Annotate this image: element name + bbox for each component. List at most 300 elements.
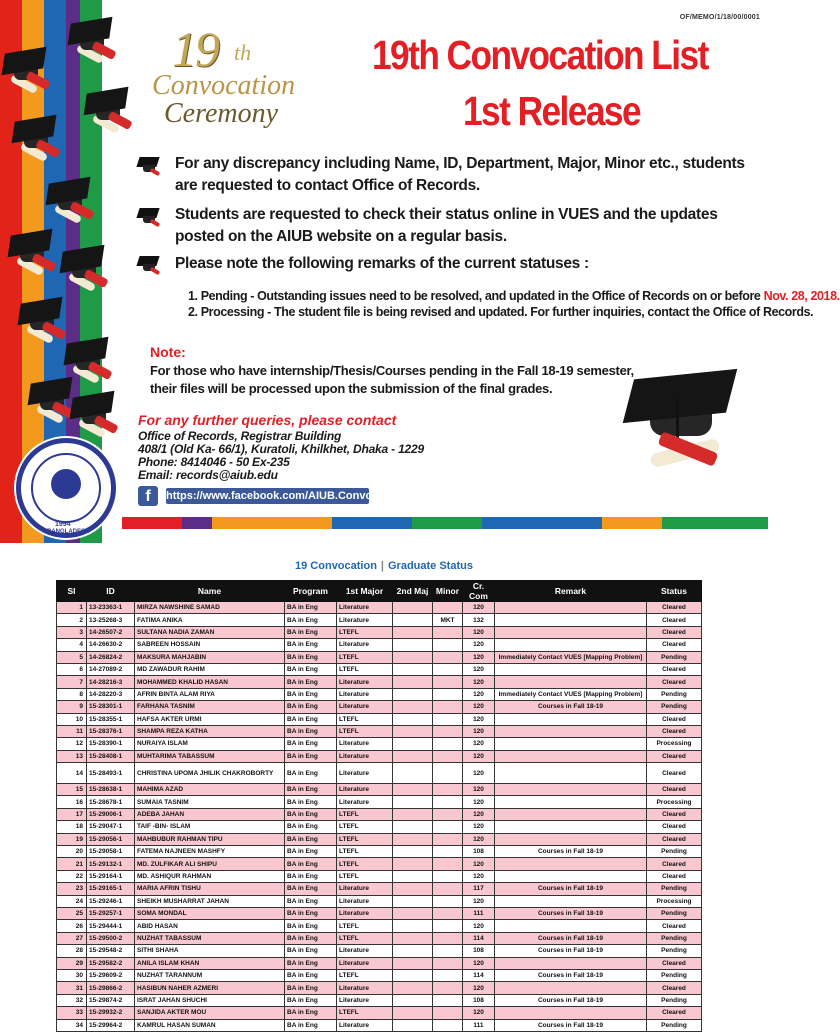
cell-major1: LTEFL [337,833,393,845]
contact-heading: For any further queries, please contact [138,412,397,428]
table-row [57,688,702,700]
cell-major1: Literature [337,676,393,688]
cell-name: CHRISTINA UPOMA JHILIK CHAKROBORTY [135,763,285,784]
cell-remark [495,614,647,626]
cell-remark: Courses in Fall 18-19 [495,969,647,981]
table-row [57,957,702,969]
cell-name: ADEBA JAHAN [135,808,285,820]
cell-id: 14-26824-2 [87,651,135,663]
cell-remark: Courses in Fall 18-19 [495,846,647,858]
contact-email[interactable]: Email: records@aiub.edu [138,468,278,482]
cell-remark: Courses in Fall 18-19 [495,907,647,919]
cell-status: Cleared [647,982,702,994]
cell-status: Cleared [647,676,702,688]
cell-minor [433,870,463,882]
table-row [57,858,702,870]
cell-name: NUZHAT TABASSUM [135,932,285,944]
cell-program: BA in Eng [285,907,337,919]
cell-status: Cleared [647,808,702,820]
cell-program: BA in Eng [285,663,337,675]
cell-program: BA in Eng [285,688,337,700]
graduation-cap-diploma-icon [628,368,738,478]
table-row [57,738,702,750]
header-sl: Sl [57,581,87,602]
cell-credits: 120 [463,858,495,870]
cell-remark [495,738,647,750]
cell-name: ISRAT JAHAN SHUCHI [135,994,285,1006]
cell-major1: LTEFL [337,808,393,820]
cell-major2 [393,663,433,675]
table-header-row [57,581,702,602]
cell-minor [433,945,463,957]
cell-credits: 120 [463,808,495,820]
cell-remark [495,858,647,870]
cell-minor [433,858,463,870]
cell-credits: 120 [463,895,495,907]
cell-id: 13-25268-3 [87,614,135,626]
cell-minor [433,1007,463,1019]
cell-sl: 7 [57,676,87,688]
cell-remark [495,663,647,675]
cell-remark [495,895,647,907]
cell-credits: 111 [463,907,495,919]
cell-program: BA in Eng [285,1007,337,1019]
cell-sl: 27 [57,932,87,944]
cell-minor [433,883,463,895]
ceremony-suffix: th [234,40,252,65]
cell-minor [433,725,463,737]
cell-remark [495,920,647,932]
cell-sl: 34 [57,1019,87,1031]
table-row [57,713,702,725]
cell-status: Cleared [647,626,702,638]
cell-status: Cleared [647,750,702,762]
cell-remark [495,750,647,762]
cell-major1: Literature [337,763,393,784]
cell-credits: 108 [463,945,495,957]
cell-minor [433,907,463,919]
cell-major2 [393,883,433,895]
cell-remark [495,796,647,808]
cell-sl: 13 [57,750,87,762]
cell-name: ABID HASAN [135,920,285,932]
cell-id: 14-27089-2 [87,663,135,675]
cell-status: Cleared [647,725,702,737]
cell-id: 15-28408-1 [87,750,135,762]
table-row [57,663,702,675]
cell-status: Processing [647,796,702,808]
remark-processing: 2. Processing - The student file is being revised and updated. For further inquiries, contact the Office of Records. [188,305,814,319]
cell-remark [495,676,647,688]
cell-program: BA in Eng [285,808,337,820]
cell-id: 15-29500-2 [87,932,135,944]
cell-name: SABREEN HOSSAIN [135,639,285,651]
table-row [57,676,702,688]
cell-status: Pending [647,883,702,895]
cell-credits: 120 [463,920,495,932]
cell-id: 15-28376-1 [87,725,135,737]
cell-status: Cleared [647,957,702,969]
cell-id: 15-29444-1 [87,920,135,932]
cell-major2 [393,821,433,833]
cell-name: SOMA MONDAL [135,907,285,919]
cell-sl: 19 [57,833,87,845]
cell-major2 [393,833,433,845]
cell-major2 [393,602,433,614]
cell-major2 [393,738,433,750]
cell-program: BA in Eng [285,945,337,957]
table-row [57,846,702,858]
cell-status: Pending [647,651,702,663]
cell-program: BA in Eng [285,821,337,833]
cell-sl: 33 [57,1007,87,1019]
cell-sl: 16 [57,796,87,808]
table-row [57,932,702,944]
facebook-icon[interactable]: f [138,486,158,506]
header-remark: Remark [495,581,647,602]
cell-status: Pending [647,688,702,700]
cell-program: BA in Eng [285,639,337,651]
cell-status: Cleared [647,821,702,833]
header-major2: 2nd Maj [393,581,433,602]
cell-id: 15-28301-1 [87,701,135,713]
cell-sl: 24 [57,895,87,907]
cell-sl: 8 [57,688,87,700]
header-name: Name [135,581,285,602]
cell-major2 [393,957,433,969]
cell-status: Cleared [647,663,702,675]
cell-program: BA in Eng [285,920,337,932]
cell-program: BA in Eng [285,614,337,626]
cell-major2 [393,676,433,688]
cell-name: MIRZA NAWSHINE SAMAD [135,602,285,614]
cell-id: 15-28493-1 [87,763,135,784]
cell-name: MOHAMMED KHALID HASAN [135,676,285,688]
header-id: ID [87,581,135,602]
cell-id: 15-29548-2 [87,945,135,957]
cell-name: ANILA ISLAM KHAN [135,957,285,969]
cell-remark [495,957,647,969]
cell-id: 14-26630-2 [87,639,135,651]
cell-credits: 108 [463,994,495,1006]
cell-minor [433,821,463,833]
cell-remark: Courses in Fall 18-19 [495,945,647,957]
table-row [57,763,702,784]
note-heading: Note: [150,344,186,360]
cell-minor [433,713,463,725]
cell-major1: Literature [337,1019,393,1031]
cell-credits: 120 [463,821,495,833]
cell-status: Cleared [647,614,702,626]
cell-major2 [393,1007,433,1019]
cell-status: Pending [647,907,702,919]
cell-sl: 2 [57,614,87,626]
header-status: Status [647,581,702,602]
cell-program: BA in Eng [285,725,337,737]
cell-credits: 120 [463,763,495,784]
remark-pending: 1. Pending - Outstanding issues need to be resolved, and updated in the Office of Records on or before Nov. 28, 2018. [188,289,840,303]
cell-name: MD. ZULFIKAR ALI SHIPU [135,858,285,870]
seal-country: BANGLADESH [47,529,90,535]
cell-major2 [393,932,433,944]
cell-id: 14-28220-3 [87,688,135,700]
cell-credits: 120 [463,713,495,725]
cell-major1: Literature [337,907,393,919]
cell-minor [433,763,463,784]
cell-remark [495,833,647,845]
cell-credits: 108 [463,846,495,858]
cell-program: BA in Eng [285,895,337,907]
cell-program: BA in Eng [285,957,337,969]
cell-minor [433,895,463,907]
cell-minor [433,602,463,614]
cell-major2 [393,713,433,725]
cell-minor [433,626,463,638]
cell-remark [495,602,647,614]
contact-address: 408/1 (Old Ka- 66/1), Kuratoli, Khilkhet, Dhaka - 1229 [138,442,424,456]
cell-major1: Literature [337,994,393,1006]
cell-status: Pending [647,945,702,957]
cell-name: SANJIDA AKTER MOU [135,1007,285,1019]
cell-credits: 114 [463,969,495,981]
cell-status: Processing [647,895,702,907]
cell-credits: 114 [463,932,495,944]
cell-minor [433,784,463,796]
cell-remark [495,713,647,725]
page-title: 19th Convocation List [372,32,708,78]
cell-major1: Literature [337,738,393,750]
cell-sl: 20 [57,846,87,858]
table-row [57,1019,702,1031]
cell-name: SUMAIA TASNIM [135,796,285,808]
table-row [57,626,702,638]
cell-sl: 32 [57,994,87,1006]
cell-major1: Literature [337,895,393,907]
cell-sl: 14 [57,763,87,784]
cell-name: FATIMA ANIKA [135,614,285,626]
table-row [57,945,702,957]
cell-id: 15-29047-1 [87,821,135,833]
cell-id: 15-29058-1 [87,846,135,858]
cell-status: Cleared [647,763,702,784]
cell-credits: 120 [463,626,495,638]
cell-program: BA in Eng [285,626,337,638]
cell-id: 14-28216-3 [87,676,135,688]
cell-sl: 3 [57,626,87,638]
table-row [57,796,702,808]
ceremony-word: Ceremony [164,98,279,129]
cell-sl: 31 [57,982,87,994]
cell-minor [433,639,463,651]
cell-credits: 120 [463,833,495,845]
cell-id: 15-29257-1 [87,907,135,919]
color-bar-decoration [122,517,768,529]
cell-credits: 120 [463,738,495,750]
cell-credits: 111 [463,1019,495,1031]
cell-status: Cleared [647,784,702,796]
seal-year: 1994 [55,521,71,528]
table-row [57,701,702,713]
cell-credits: 120 [463,676,495,688]
cell-minor [433,846,463,858]
cell-id: 15-29964-2 [87,1019,135,1031]
cell-sl: 15 [57,784,87,796]
cell-id: 15-28678-1 [87,796,135,808]
cell-remark [495,870,647,882]
cell-status: Pending [647,1019,702,1031]
cell-status: Pending [647,969,702,981]
cell-credits: 120 [463,639,495,651]
cell-program: BA in Eng [285,932,337,944]
cap-bullet-icon [138,208,160,228]
cell-major1: Literature [337,701,393,713]
cell-remark [495,982,647,994]
notice-discrepancy: For any discrepancy including Name, ID, Department, Major, Minor etc., students are requested to contact Office of Records. [175,155,745,194]
cell-major2 [393,982,433,994]
notice-remarks-intro: Please note the following remarks of the current statuses : [175,255,589,272]
cell-credits: 120 [463,957,495,969]
cell-id: 15-29056-1 [87,833,135,845]
cell-minor [433,957,463,969]
cell-status: Processing [647,738,702,750]
cell-credits: 120 [463,784,495,796]
cell-major2 [393,907,433,919]
cell-major1: LTEFL [337,821,393,833]
cell-program: BA in Eng [285,713,337,725]
cell-id: 15-29006-1 [87,808,135,820]
pending-deadline: Nov. 28, 2018. [763,289,840,303]
cell-credits: 120 [463,651,495,663]
cell-name: MAHBUBUR RAHMAN TIPU [135,833,285,845]
cell-major1: LTEFL [337,846,393,858]
cell-sl: 18 [57,821,87,833]
cell-major1: Literature [337,883,393,895]
cell-id: 15-29164-1 [87,870,135,882]
table-row [57,833,702,845]
cell-sl: 12 [57,738,87,750]
cell-sl: 17 [57,808,87,820]
header-major1: 1st Major [337,581,393,602]
facebook-link[interactable]: https://www.facebook.com/AIUB.Convo [166,490,373,502]
cell-program: BA in Eng [285,858,337,870]
table-row [57,895,702,907]
table-row [57,808,702,820]
cell-credits: 120 [463,796,495,808]
header-program: Program [285,581,337,602]
cell-minor [433,994,463,1006]
cell-minor [433,833,463,845]
cell-minor [433,701,463,713]
cell-sl: 30 [57,969,87,981]
cell-major1: LTEFL [337,1007,393,1019]
cell-name: MARIA AFRIN TISHU [135,883,285,895]
cell-remark [495,808,647,820]
ceremony-number: 19 [172,21,218,77]
cell-name: NURAIYA ISLAM [135,738,285,750]
cell-program: BA in Eng [285,833,337,845]
cell-sl: 21 [57,858,87,870]
cell-credits: 120 [463,602,495,614]
cell-name: HASIBUN NAHER AZMERI [135,982,285,994]
cell-remark [495,784,647,796]
cell-remark: Immediately Contact VUES [Mapping Problem] [495,688,647,700]
cell-major2 [393,808,433,820]
cell-major2 [393,763,433,784]
cell-id: 15-29874-2 [87,994,135,1006]
cap-bullet-icon [138,256,160,276]
cell-remark [495,821,647,833]
cell-minor [433,796,463,808]
table-row [57,883,702,895]
cell-status: Pending [647,701,702,713]
cell-major2 [393,945,433,957]
cell-sl: 6 [57,663,87,675]
cell-remark: Courses in Fall 18-19 [495,1019,647,1031]
cell-id: 15-28390-1 [87,738,135,750]
cell-major1: Literature [337,750,393,762]
cell-name: TAIF -BIN- ISLAM [135,821,285,833]
cell-status: Pending [647,932,702,944]
note-line: their files will be processed upon the submission of the final grades. [150,381,553,396]
cell-minor [433,932,463,944]
cell-program: BA in Eng [285,883,337,895]
cell-credits: 120 [463,663,495,675]
cell-program: BA in Eng [285,676,337,688]
cell-name: FATEMA NAJNEEN MASHFY [135,846,285,858]
cell-sl: 28 [57,945,87,957]
table-row [57,602,702,614]
cell-minor [433,920,463,932]
cell-minor [433,750,463,762]
cell-credits: 120 [463,982,495,994]
cell-credits: 120 [463,750,495,762]
header-credits: Cr. Com [463,581,495,602]
cell-status: Cleared [647,858,702,870]
cell-minor [433,676,463,688]
page-subtitle: 1st Release [463,88,641,134]
table-row [57,994,702,1006]
table-title: 19 Convocation | Graduate Status [295,560,473,572]
cell-name: FARHANA TASNIM [135,701,285,713]
header-minor: Minor [433,581,463,602]
cell-status: Cleared [647,602,702,614]
cell-id: 15-29246-1 [87,895,135,907]
table-row [57,969,702,981]
cell-major2 [393,870,433,882]
table-body [57,602,702,1032]
cell-credits: 120 [463,870,495,882]
cell-minor [433,663,463,675]
cell-name: AFRIN BINTA ALAM RIYA [135,688,285,700]
cell-program: BA in Eng [285,750,337,762]
cell-major2 [393,920,433,932]
cell-major2 [393,846,433,858]
cell-name: HAFSA AKTER URMI [135,713,285,725]
cell-status: Cleared [647,920,702,932]
cell-major1: Literature [337,602,393,614]
cell-sl: 5 [57,651,87,663]
cell-major2 [393,614,433,626]
cell-program: BA in Eng [285,796,337,808]
cell-program: BA in Eng [285,1019,337,1031]
cell-program: BA in Eng [285,651,337,663]
cell-major2 [393,651,433,663]
note-line: For those who have internship/Thesis/Courses pending in the Fall 18-19 semester, [150,363,634,378]
cell-status: Cleared [647,639,702,651]
cell-major2 [393,688,433,700]
cell-sl: 29 [57,957,87,969]
cell-program: BA in Eng [285,994,337,1006]
